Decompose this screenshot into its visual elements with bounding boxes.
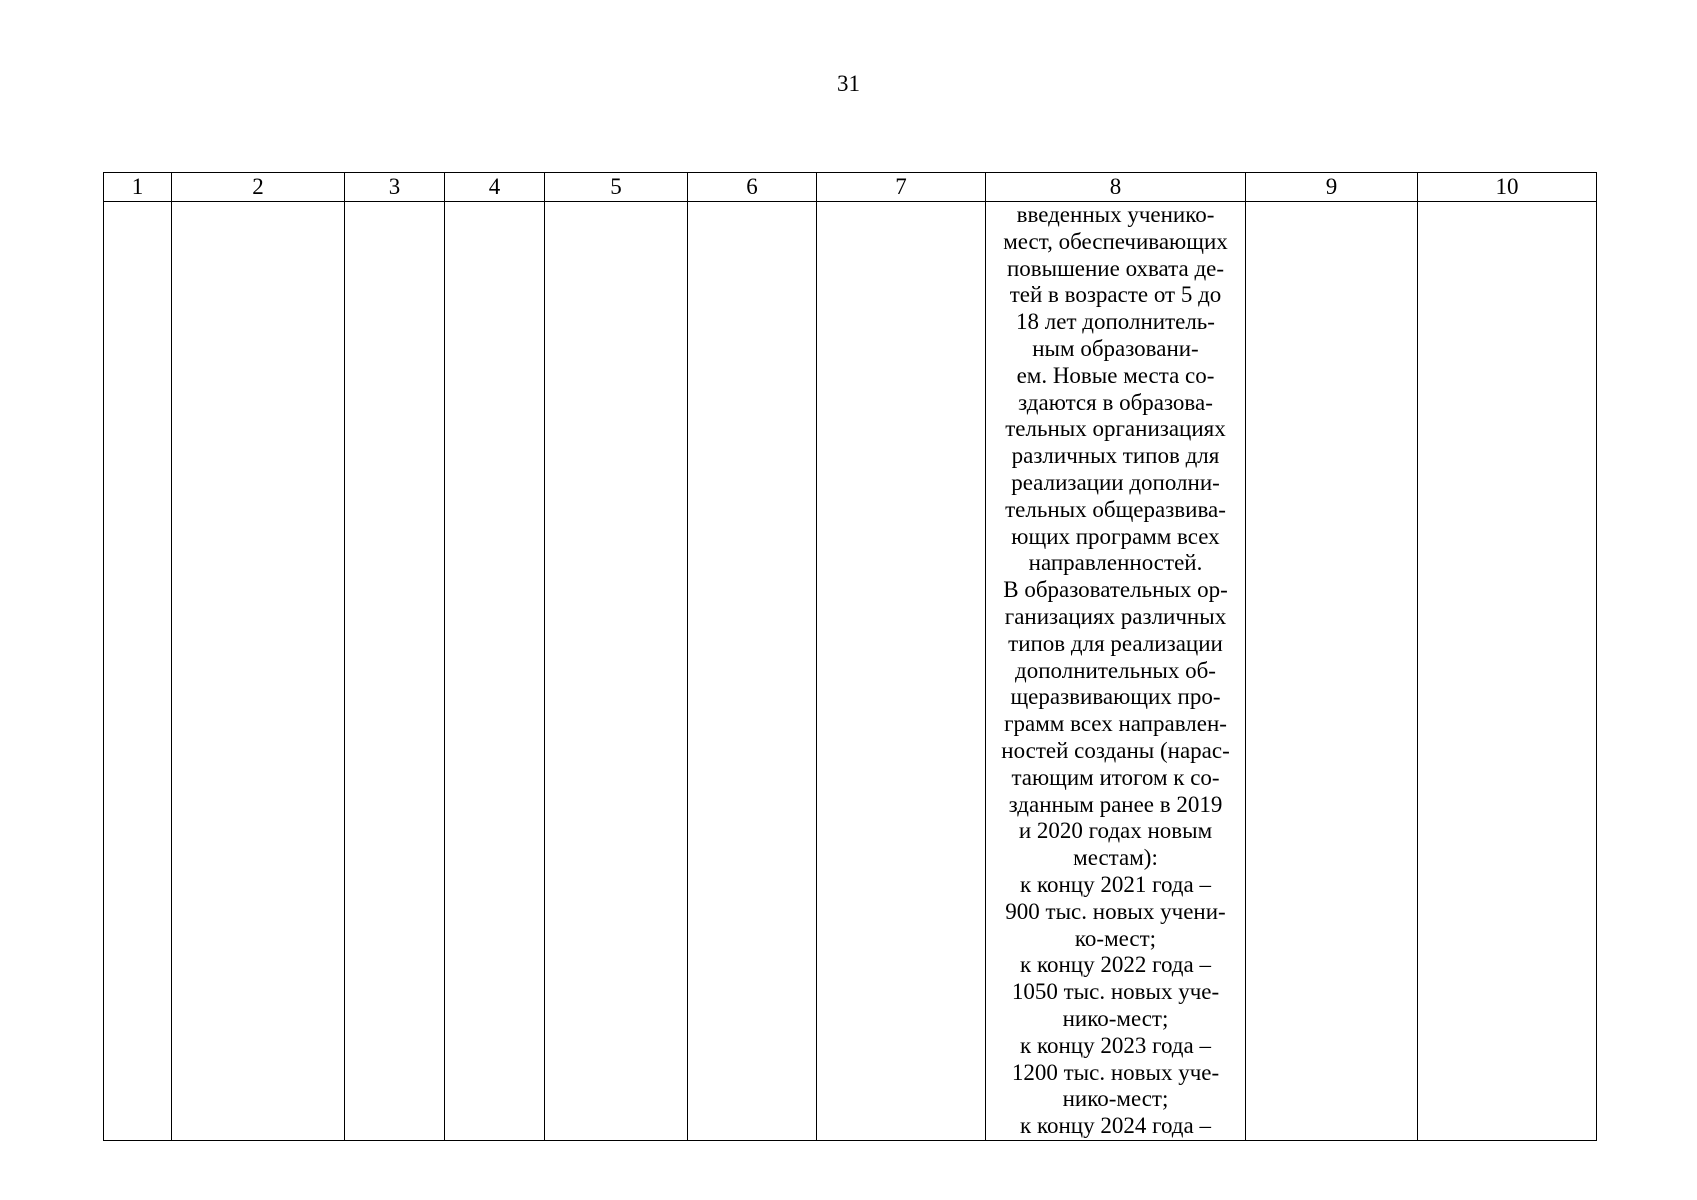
cell-col-2 xyxy=(172,202,345,1141)
cell-text-line: нико-мест; xyxy=(1062,1086,1169,1112)
page-number: 31 xyxy=(837,71,860,96)
column-header-6: 6 xyxy=(688,173,817,202)
column-header-1: 1 xyxy=(104,173,172,202)
cell-col-5 xyxy=(545,202,688,1141)
cell-text-line: ганизациях различных xyxy=(1004,603,1227,629)
cell-text-line: зданным ранее в 2019 xyxy=(1008,791,1223,817)
cell-text-line: 1200 тыс. новых уче- xyxy=(1011,1059,1220,1085)
cell-text-line: 1050 тыс. новых уче- xyxy=(1011,979,1220,1005)
cell-text-line: повышение охвата де- xyxy=(1006,255,1225,281)
cell-text-line: мест, обеспечивающих xyxy=(1003,228,1228,254)
cell-text-line: тей в возрасте от 5 до xyxy=(1009,282,1222,308)
cell-text-line: здаются в образова- xyxy=(1018,389,1213,415)
table-row xyxy=(104,202,1597,1141)
column-header-5: 5 xyxy=(545,173,688,202)
document-table xyxy=(103,172,1597,1141)
column-header-10: 10 xyxy=(1418,173,1597,202)
cell-text-line: дополнительных об- xyxy=(1015,657,1216,683)
cell-col-9 xyxy=(1246,202,1418,1141)
column-header-2: 2 xyxy=(172,173,345,202)
cell-text-line: к концу 2022 года – xyxy=(1020,952,1211,978)
cell-text-line: местам): xyxy=(1073,845,1158,871)
cell-text-line: ностей созданы (нарас- xyxy=(1001,737,1230,763)
column-header-4: 4 xyxy=(445,173,545,202)
column-header-9: 9 xyxy=(1246,173,1418,202)
column-header-7: 7 xyxy=(817,173,986,202)
cell-col-4 xyxy=(445,202,545,1141)
cell-text-line: 18 лет дополнитель- xyxy=(1016,309,1215,335)
cell-text-line: ным образовани- xyxy=(1032,335,1199,361)
cell-text-line: тельных организациях xyxy=(1005,416,1226,442)
cell-text-line: ющих программ всех xyxy=(1011,523,1220,549)
cell-text-line: к концу 2023 года – xyxy=(1020,1032,1211,1058)
cell-col-3 xyxy=(345,202,445,1141)
cell-text-line: направленностей. xyxy=(1028,550,1203,576)
cell-col-10 xyxy=(1418,202,1597,1141)
cell-text-line: грамм всех направлен- xyxy=(1004,711,1227,737)
cell-text-line: реализации дополни- xyxy=(1011,469,1220,495)
cell-text-line: и 2020 годах новым xyxy=(1018,818,1213,844)
table-header-row xyxy=(104,173,1597,202)
cell-text-line: тельных общеразвива- xyxy=(1005,496,1226,522)
cell-text-line: тающим итогом к со- xyxy=(1011,764,1220,790)
cell-col-1 xyxy=(104,202,172,1141)
column-header-3: 3 xyxy=(345,173,445,202)
cell-text-line: ем. Новые места со- xyxy=(1016,362,1215,388)
cell-text-line: ко-мест; xyxy=(1074,925,1157,951)
cell-text-line: введенных ученико- xyxy=(1016,202,1215,227)
cell-text-line: нико-мест; xyxy=(1062,1005,1169,1031)
cell-text-line: различных типов для xyxy=(1011,443,1220,469)
cell-text-line: 900 тыс. новых учени- xyxy=(1005,898,1226,924)
cell-col-6 xyxy=(688,202,817,1141)
column-header-8: 8 xyxy=(986,173,1246,202)
cell-text-line: щеразвивающих про- xyxy=(1010,684,1221,710)
cell-col-8 xyxy=(986,202,1246,1141)
cell-text-line: к концу 2024 года – xyxy=(1020,1113,1211,1139)
cell-col-7 xyxy=(817,202,986,1141)
cell-text-line: к концу 2021 года – xyxy=(1020,871,1211,897)
cell-text-line: В образовательных ор- xyxy=(1003,577,1228,603)
cell-text-line: типов для реализации xyxy=(1008,630,1223,656)
